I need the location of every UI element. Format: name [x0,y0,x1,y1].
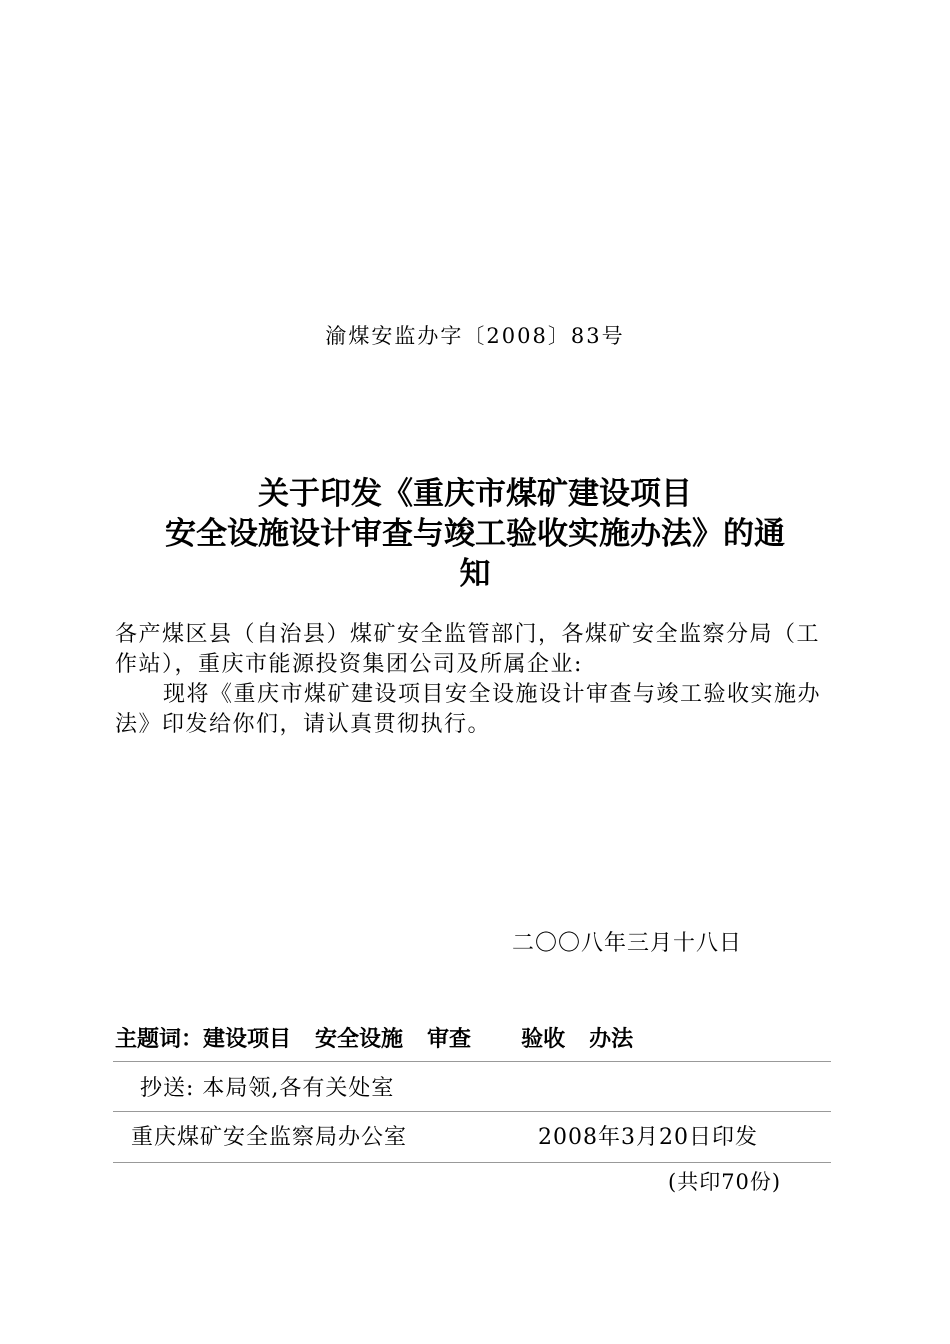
divider [113,1061,831,1062]
divider [113,1111,831,1112]
title-line-2: 安全设施设计审查与竣工验收实施办法》的通 [165,516,785,552]
keyword: 办法 [589,1027,634,1052]
print-date: 2008年3月20日印发 [538,1125,758,1150]
keyword: 建设项目 [203,1027,292,1052]
keyword: 审查 [427,1027,472,1052]
body-paragraph: 现将《重庆市煤矿建设项目安全设施设计审查与竣工验收实施办法》印发给你们，请认真贯彻执行。 [115,682,822,737]
keywords-label: 主题词： [115,1027,204,1052]
copies-count: (共印70份) [668,1170,782,1194]
addressee: 各产煤区县（自治县）煤矿安全监管部门，各煤矿安全监察分局（工作站），重庆市能源投资集团公司及所属企业: [115,622,821,677]
title-line-3: 知 [459,556,491,592]
keyword: 安全设施 [315,1027,404,1052]
divider [113,1162,831,1163]
subject-keywords [115,1022,633,1053]
document-title [110,474,840,594]
document-number: 渝煤安监办字〔2008〕83号 [325,324,625,348]
issue-date: 二〇〇八年三月十八日 [512,931,743,956]
keyword: 验收 [521,1027,566,1052]
title-line-1: 关于印发《重庆市煤矿建设项目 [258,476,692,512]
issuing-office: 重庆煤矿安全监察局办公室 [131,1125,408,1150]
cc-line: 抄送: 本局领,各有关处室 [140,1076,395,1101]
